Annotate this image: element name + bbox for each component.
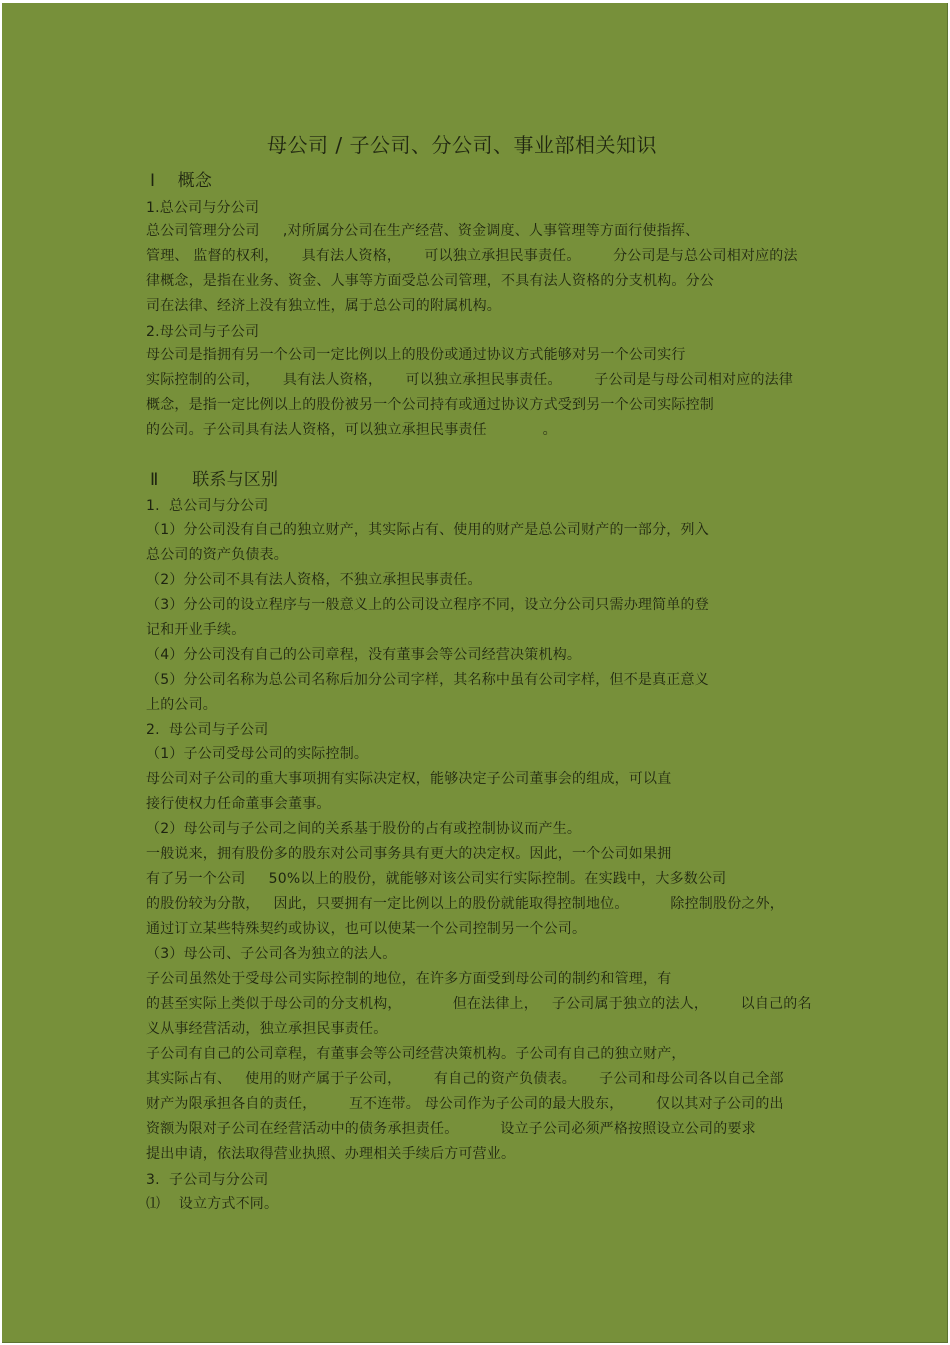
text-line: 其实际占有、 使用的财产属于子公司， 有自己的资产负债表。 子公司和母公司各以自己全部 — [146, 1071, 784, 1087]
text-line: 的甚至实际上类似于母公司的分支机构， 但在法律上， 子公司属于独立的法人， 以自己的名 — [146, 996, 812, 1012]
document-title: 母公司 / 子公司、分公司、事业部相关知识 — [267, 133, 657, 157]
text-line: 司在法律、经济上没有独立性，属于总公司的附属机构。 — [146, 298, 501, 314]
subheading: 2. 母公司与子公司 — [146, 722, 269, 738]
text-line: 子公司虽然处于受母公司实际控制的地位，在许多方面受到母公司的制约和管理，有 — [146, 971, 672, 987]
text-line: 的公司。子公司具有法人资格，可以独立承担民事责任 。 — [146, 422, 557, 438]
text-line: （3）分公司的设立程序与一般意义上的公司设立程序不同，设立分公司只需办理简单的登 — [146, 597, 709, 613]
text-line: 实际控制的公司， 具有法人资格， 可以独立承担民事责任。 子公司是与母公司相对应的法律 — [146, 372, 794, 388]
section-heading-relations: Ⅱ 联系与区别 — [150, 470, 279, 490]
text-line: 记和开业手续。 — [146, 622, 246, 638]
text-line: 一般说来，拥有股份多的股东对公司事务具有更大的决定权。因此，一个公司如果拥 — [146, 846, 672, 862]
text-line: （5）分公司名称为总公司名称后加分公司字样，其名称中虽有公司字样，但不是真正意义 — [146, 672, 709, 688]
subheading: 3. 子公司与分公司 — [146, 1172, 269, 1188]
text-line: 母公司对子公司的重大事项拥有实际决定权，能够决定子公司董事会的组成，可以直 — [146, 771, 672, 787]
text-line: 资额为限对子公司在经营活动中的债务承担责任。 设立子公司必须严格按照设立公司的要求 — [146, 1121, 756, 1137]
text-line: （2）分公司不具有法人资格，不独立承担民事责任。 — [146, 572, 482, 588]
text-line: （4）分公司没有自己的公司章程，没有董事会等公司经营决策机构。 — [146, 647, 582, 663]
text-line: （2）母公司与子公司之间的关系基于股份的占有或控制协议而产生。 — [146, 821, 582, 837]
text-line: 通过订立某些特殊契约或协议，也可以使某一个公司控制另一个公司。 — [146, 921, 587, 937]
text-line: 母公司是指拥有另一个公司一定比例以上的股份或通过协议方式能够对另一个公司实行 — [146, 347, 686, 363]
text-line: 总公司管理分公司 ,对所属分公司在生产经营、资金调度、人事管理等方面行使指挥、 — [146, 223, 700, 239]
text-line: 概念，是指一定比例以上的股份被另一个公司持有或通过协议方式受到另一个公司实际控制 — [146, 397, 714, 413]
subheading: 2.母公司与子公司 — [146, 324, 260, 340]
text-line: 财产为限承担各自的责任， 互不连带。 母公司作为子公司的最大股东， 仅以其对子公司的出 — [146, 1096, 784, 1112]
text-line: 提出申请，依法取得营业执照、办理相关手续后方可营业。 — [146, 1146, 516, 1162]
document-page — [2, 3, 948, 1343]
text-line: 律概念，是指在业务、资金、人事等方面受总公司管理，不具有法人资格的分支机构。分公 — [146, 273, 714, 289]
subheading: 1.总公司与分公司 — [146, 200, 260, 216]
text-line: ⑴ 设立方式不同。 — [146, 1196, 279, 1212]
text-line: 上的公司。 — [146, 697, 217, 713]
text-line: 子公司有自己的公司章程，有董事会等公司经营决策机构。子公司有自己的独立财产， — [146, 1046, 686, 1062]
subheading: 1. 总公司与分公司 — [146, 498, 269, 514]
text-line: 总公司的资产负债表。 — [146, 547, 288, 563]
text-line: （3）母公司、子公司各为独立的法人。 — [146, 946, 397, 962]
section-heading-concept: Ⅰ 概念 — [150, 171, 213, 191]
text-line: 义从事经营活动，独立承担民事责任。 — [146, 1021, 388, 1037]
text-line: 管理、 监督的权利， 具有法人资格， 可以独立承担民事责任。 分公司是与总公司相对应的法 — [146, 248, 798, 264]
text-line: （1）分公司没有自己的独立财产，其实际占有、使用的财产是总公司财产的一部分，列入 — [146, 522, 709, 538]
text-line: 的股份较为分散， 因此，只要拥有一定比例以上的股份就能取得控制地位。 除控制股份之外， — [146, 896, 784, 912]
text-line: 接行使权力任命董事会董事。 — [146, 796, 331, 812]
text-line: （1）子公司受母公司的实际控制。 — [146, 746, 369, 762]
text-line: 有了另一个公司 50%以上的股份，就能够对该公司实行实际控制。在实践中，大多数公司 — [146, 871, 727, 887]
